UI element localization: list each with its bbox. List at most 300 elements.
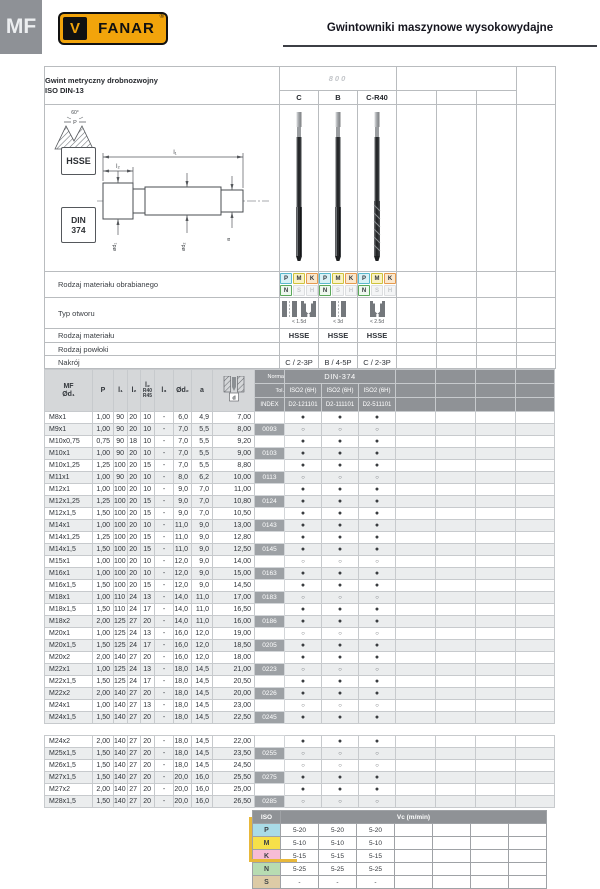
value-cell: 20: [141, 652, 155, 664]
svg-text:ød₂: ød₂: [181, 242, 187, 251]
empty-cell: [396, 772, 436, 784]
value-cell: 25,00: [213, 784, 255, 796]
value-cell: 7,0: [174, 460, 192, 472]
value-cell: 10,50: [213, 508, 255, 520]
availability-dot: ●: [285, 436, 322, 448]
vc-value-cell: [395, 876, 433, 889]
availability-dot: ●: [359, 460, 396, 472]
empty-header-cell: [396, 398, 436, 412]
empty-cell: [477, 343, 517, 356]
value-cell: 18,0: [174, 748, 192, 760]
value-cell: 125: [114, 664, 128, 676]
value-cell: 1,50: [93, 508, 114, 520]
availability-dot: ○: [285, 664, 322, 676]
tool-material-value: HSSE: [319, 329, 358, 343]
empty-cell: [396, 568, 436, 580]
value-cell: 2,00: [93, 616, 114, 628]
empty-cell: [396, 664, 436, 676]
empty-cell: [436, 556, 476, 568]
value-cell: 14,5: [192, 664, 213, 676]
index-cell: 0163: [255, 568, 285, 580]
empty-cell: [517, 272, 556, 298]
value-cell: 20: [128, 484, 141, 496]
value-cell: -: [155, 520, 174, 532]
empty-cell: [476, 616, 516, 628]
series-number: 800: [280, 67, 397, 91]
empty-cell: [437, 343, 477, 356]
availability-dot: ●: [285, 784, 322, 796]
empty-cell: [436, 772, 476, 784]
availability-dot: ○: [322, 472, 359, 484]
value-cell: 100: [114, 556, 128, 568]
availability-dot: ●: [322, 544, 359, 556]
value-cell: 7,00: [213, 412, 255, 424]
vc-header: Vc (m/min): [281, 811, 547, 824]
value-cell: 20: [128, 412, 141, 424]
logo-v-glyph: V: [69, 20, 80, 37]
value-cell: 10,00: [213, 472, 255, 484]
material-badge-row: [280, 273, 318, 284]
vc-value-cell: 5-20: [357, 824, 395, 837]
empty-cell: [476, 436, 516, 448]
empty-cell: [516, 568, 555, 580]
technical-diagram-cell: [45, 105, 280, 272]
value-cell: 23,50: [213, 748, 255, 760]
material-badge-row: [358, 273, 396, 284]
value-cell: 14,0: [174, 592, 192, 604]
value-cell: 140: [114, 700, 128, 712]
availability-dot: ○: [359, 796, 396, 808]
hole-type-b: [319, 298, 358, 329]
value-cell: 9,0: [192, 556, 213, 568]
empty-cell: [396, 688, 436, 700]
tool-material-value: HSSE: [358, 329, 397, 343]
col-header-l2: l₂: [128, 370, 141, 412]
empty-cell: [436, 748, 476, 760]
empty-header-cell: [516, 384, 555, 398]
empty-cell: [477, 298, 517, 329]
availability-dot: ○: [285, 472, 322, 484]
empty-cell: [397, 272, 437, 298]
registered-mark: ®: [159, 14, 164, 20]
tool-material-value: HSSE: [280, 329, 319, 343]
value-cell: 1,00: [93, 556, 114, 568]
svg-text:d: d: [231, 395, 236, 402]
empty-cell: [436, 640, 476, 652]
availability-dot: ●: [322, 460, 359, 472]
empty-cell: [476, 604, 516, 616]
table-row: [45, 592, 555, 604]
value-cell: 20,00: [213, 688, 255, 700]
size-cell: M12x1,5: [45, 508, 93, 520]
table-row: [45, 424, 555, 436]
variant-label-b: B: [319, 91, 358, 105]
vc-value-cell: [509, 824, 547, 837]
material-class-s: S: [332, 285, 344, 296]
availability-dot: ○: [322, 664, 359, 676]
material-class-k: K: [384, 273, 396, 284]
empty-cell: [436, 628, 476, 640]
value-cell: -: [155, 508, 174, 520]
empty-cell: [436, 604, 476, 616]
empty-cell: [476, 748, 516, 760]
size-cell: M9x1: [45, 424, 93, 436]
empty-cell: [436, 412, 476, 424]
value-cell: 8,0: [174, 472, 192, 484]
table-row: [45, 508, 555, 520]
availability-dot: ●: [322, 688, 359, 700]
empty-cell: [476, 772, 516, 784]
tap-dimension-drawing: [97, 143, 273, 261]
value-cell: -: [155, 412, 174, 424]
svg-text:l₂: l₂: [116, 164, 120, 170]
svg-text:a: a: [226, 237, 232, 241]
empty-cell: [436, 508, 476, 520]
empty-cell: [516, 412, 555, 424]
value-cell: 18,0: [174, 700, 192, 712]
value-cell: 24: [128, 640, 141, 652]
value-cell: 27: [128, 712, 141, 724]
empty-cell: [397, 67, 517, 91]
value-cell: 16,0: [174, 640, 192, 652]
index-cell: 0183: [255, 592, 285, 604]
value-cell: 12,0: [192, 628, 213, 640]
empty-cell: [476, 472, 516, 484]
value-cell: 9,0: [192, 532, 213, 544]
value-cell: -: [155, 448, 174, 460]
empty-cell: [397, 343, 437, 356]
value-cell: 20: [128, 424, 141, 436]
hole-depth-limit: < 3d: [333, 319, 343, 325]
size-cell: M10x0,75: [45, 436, 93, 448]
table-row: [45, 688, 555, 700]
value-cell: 9,0: [192, 544, 213, 556]
value-cell: 20: [128, 520, 141, 532]
empty-cell: [396, 472, 436, 484]
size-cell: M18x1: [45, 592, 93, 604]
vc-value-cell: [509, 863, 547, 876]
empty-cell: [396, 628, 436, 640]
hole-depth-limit: < 1.5d: [291, 319, 307, 325]
vc-value-cell: [509, 876, 547, 889]
size-cell: M18x1,5: [45, 604, 93, 616]
material-class-k: K: [345, 273, 357, 284]
thread-type-line2: ISO DIN-13: [45, 85, 84, 95]
value-cell: 1,25: [93, 496, 114, 508]
size-cell: M18x2: [45, 616, 93, 628]
availability-dot: ●: [359, 676, 396, 688]
availability-dot: ●: [285, 544, 322, 556]
value-cell: 12,0: [174, 568, 192, 580]
availability-dot: ○: [359, 700, 396, 712]
empty-cell: [476, 556, 516, 568]
empty-cell: [396, 460, 436, 472]
value-cell: 4,9: [192, 412, 213, 424]
availability-dot: ●: [322, 508, 359, 520]
availability-dot: ●: [359, 736, 396, 748]
value-cell: 140: [114, 760, 128, 772]
hole-type-c: [280, 298, 319, 329]
empty-header-cell: [516, 370, 555, 384]
page-break-gap-cell: [45, 724, 555, 736]
empty-cell: [517, 356, 556, 369]
value-cell: 11,0: [174, 520, 192, 532]
empty-cell: [476, 676, 516, 688]
table-row: [45, 484, 555, 496]
value-cell: 90: [114, 448, 128, 460]
availability-dot: ●: [285, 580, 322, 592]
size-cell: M16x1: [45, 568, 93, 580]
size-cell: M24x1: [45, 700, 93, 712]
value-cell: 25,50: [213, 772, 255, 784]
material-badge-row: [319, 285, 357, 296]
empty-cell: [516, 496, 555, 508]
table-row: [45, 760, 555, 772]
availability-dot: ●: [359, 496, 396, 508]
blind-hole-icon: [301, 301, 316, 318]
size-cell: M11x1: [45, 472, 93, 484]
vc-value-cell: 5-10: [281, 837, 319, 850]
tap-photo-b: [319, 105, 358, 272]
availability-dot: ●: [359, 604, 396, 616]
value-cell: 12,0: [192, 652, 213, 664]
size-cell: M20x1: [45, 628, 93, 640]
value-cell: 21,00: [213, 664, 255, 676]
value-cell: 14,50: [213, 580, 255, 592]
empty-cell: [436, 760, 476, 772]
value-cell: 18,0: [174, 688, 192, 700]
material-class-h: H: [306, 285, 318, 296]
availability-dot: ○: [322, 592, 359, 604]
value-cell: 1,50: [93, 712, 114, 724]
empty-cell: [516, 688, 555, 700]
value-cell: 7,0: [192, 496, 213, 508]
size-cell: M20x1,5: [45, 640, 93, 652]
empty-cell: [516, 736, 555, 748]
empty-cell: [476, 700, 516, 712]
empty-cell: [516, 460, 555, 472]
material-badge-row: [280, 285, 318, 296]
index-cell: 0123: [255, 484, 285, 496]
value-cell: 10: [141, 472, 155, 484]
availability-dot: ○: [322, 796, 359, 808]
value-cell: -: [155, 592, 174, 604]
empty-cell: [476, 688, 516, 700]
empty-cell: [436, 592, 476, 604]
value-cell: -: [155, 484, 174, 496]
value-cell: 2,00: [93, 652, 114, 664]
empty-cell: [396, 520, 436, 532]
empty-cell: [477, 272, 517, 298]
value-cell: 17: [141, 604, 155, 616]
iso-class-k: K: [253, 850, 281, 863]
empty-cell: [476, 496, 516, 508]
value-cell: 27: [128, 700, 141, 712]
value-cell: 12,0: [174, 556, 192, 568]
table-row: [45, 784, 555, 796]
hole-depth-limit: < 2.5d: [369, 319, 385, 325]
value-cell: 23,00: [213, 700, 255, 712]
value-cell: 27: [128, 736, 141, 748]
table-row: [45, 628, 555, 640]
empty-cell: [396, 736, 436, 748]
page-code: MF: [5, 15, 37, 38]
tolerance-value: ISO2 (6H): [359, 384, 396, 398]
value-cell: 10: [141, 568, 155, 580]
availability-dot: ●: [322, 580, 359, 592]
availability-dot: ●: [285, 520, 322, 532]
value-cell: 20: [128, 448, 141, 460]
value-cell: 20: [128, 580, 141, 592]
value-cell: 16,0: [174, 652, 192, 664]
value-cell: 16,0: [192, 772, 213, 784]
material-badge: HSSE: [61, 147, 96, 175]
availability-dot: ●: [285, 640, 322, 652]
empty-cell: [517, 329, 556, 343]
empty-cell: [476, 484, 516, 496]
availability-dot: ●: [322, 520, 359, 532]
table-row: [45, 460, 555, 472]
empty-header-cell: [476, 398, 516, 412]
availability-dot: ●: [322, 676, 359, 688]
empty-cell: [516, 772, 555, 784]
availability-dot: ●: [322, 712, 359, 724]
size-cell: M24x2: [45, 736, 93, 748]
value-cell: 18,0: [174, 712, 192, 724]
value-cell: 24: [128, 628, 141, 640]
din-label: DIN: [71, 214, 86, 225]
value-cell: 15: [141, 460, 155, 472]
vc-value-cell: 5-25: [281, 863, 319, 876]
value-cell: 1,50: [93, 544, 114, 556]
dimension-table: [44, 369, 555, 808]
value-cell: 10: [141, 484, 155, 496]
value-cell: 20: [141, 748, 155, 760]
value-cell: -: [155, 628, 174, 640]
value-cell: 20: [128, 544, 141, 556]
empty-cell: [436, 784, 476, 796]
index-cell: 0124: [255, 496, 285, 508]
availability-dot: ●: [359, 448, 396, 460]
empty-cell: [476, 568, 516, 580]
brand-logo: [58, 12, 168, 45]
empty-cell: [396, 616, 436, 628]
empty-cell: [436, 688, 476, 700]
hole-type-cr40: [358, 298, 397, 329]
value-cell: 20: [128, 472, 141, 484]
coating-value: [280, 343, 319, 356]
material-class-h: H: [384, 285, 396, 296]
material-class-m: M: [293, 273, 305, 284]
value-cell: 1,25: [93, 460, 114, 472]
empty-cell: [516, 448, 555, 460]
value-cell: 90: [114, 424, 128, 436]
availability-dot: ●: [285, 460, 322, 472]
vc-value-cell: [433, 876, 471, 889]
empty-cell: [477, 105, 517, 272]
value-cell: 20: [141, 772, 155, 784]
value-cell: 19,00: [213, 628, 255, 640]
empty-cell: [476, 532, 516, 544]
tolerance-value: ISO2 (6H): [322, 384, 359, 398]
iso-class-m: M: [253, 837, 281, 850]
material-group-c: [280, 272, 319, 298]
availability-dot: ○: [322, 628, 359, 640]
page-title: Gwintowniki maszynowe wysokowydajne: [326, 22, 554, 34]
size-cell: M8x1: [45, 412, 93, 424]
empty-cell: [396, 676, 436, 688]
value-cell: 9,0: [192, 520, 213, 532]
availability-dot: ●: [285, 712, 322, 724]
index-cell: 0223: [255, 664, 285, 676]
value-cell: 14,0: [174, 616, 192, 628]
empty-cell: [516, 520, 555, 532]
material-class-h: H: [345, 285, 357, 296]
value-cell: 14,0: [174, 604, 192, 616]
material-class-p: P: [280, 273, 292, 284]
table-row: [45, 664, 555, 676]
empty-cell: [516, 796, 555, 808]
empty-cell: [436, 496, 476, 508]
value-cell: 1,00: [93, 700, 114, 712]
availability-dot: ●: [359, 436, 396, 448]
value-cell: 11,0: [192, 604, 213, 616]
value-cell: 24,50: [213, 760, 255, 772]
size-cell: M26x1,5: [45, 760, 93, 772]
availability-dot: ○: [322, 424, 359, 436]
value-cell: 90: [114, 412, 128, 424]
availability-dot: ●: [322, 784, 359, 796]
availability-dot: ○: [359, 472, 396, 484]
availability-dot: ●: [322, 640, 359, 652]
vc-value-cell: 5-15: [319, 850, 357, 863]
empty-cell: [476, 712, 516, 724]
value-cell: 2,00: [93, 688, 114, 700]
table-row: [45, 436, 555, 448]
availability-dot: ●: [285, 604, 322, 616]
value-cell: -: [155, 472, 174, 484]
index-cell: 0186: [255, 616, 285, 628]
value-cell: 24: [128, 676, 141, 688]
vc-value-cell: -: [319, 876, 357, 889]
empty-cell: [517, 105, 556, 272]
size-cell: M10x1: [45, 448, 93, 460]
vc-value-cell: 5-25: [357, 863, 395, 876]
value-cell: 9,0: [192, 580, 213, 592]
empty-header-cell: [396, 384, 436, 398]
value-cell: 100: [114, 532, 128, 544]
empty-cell: [516, 424, 555, 436]
availability-dot: ○: [285, 748, 322, 760]
material-class-m: M: [332, 273, 344, 284]
empty-header-cell: [476, 384, 516, 398]
empty-cell: [396, 700, 436, 712]
empty-header-cell: [436, 398, 476, 412]
value-cell: 18,0: [174, 760, 192, 772]
value-cell: 12,80: [213, 532, 255, 544]
empty-cell: [396, 604, 436, 616]
col-header-pitch: P: [93, 370, 114, 412]
value-cell: 100: [114, 484, 128, 496]
empty-cell: [396, 544, 436, 556]
scan-artifact-vertical: [249, 817, 252, 862]
value-cell: 90: [114, 436, 128, 448]
value-cell: -: [155, 712, 174, 724]
availability-dot: ●: [359, 784, 396, 796]
size-cell: M24x1,5: [45, 712, 93, 724]
value-cell: 1,50: [93, 748, 114, 760]
value-cell: 16,00: [213, 616, 255, 628]
